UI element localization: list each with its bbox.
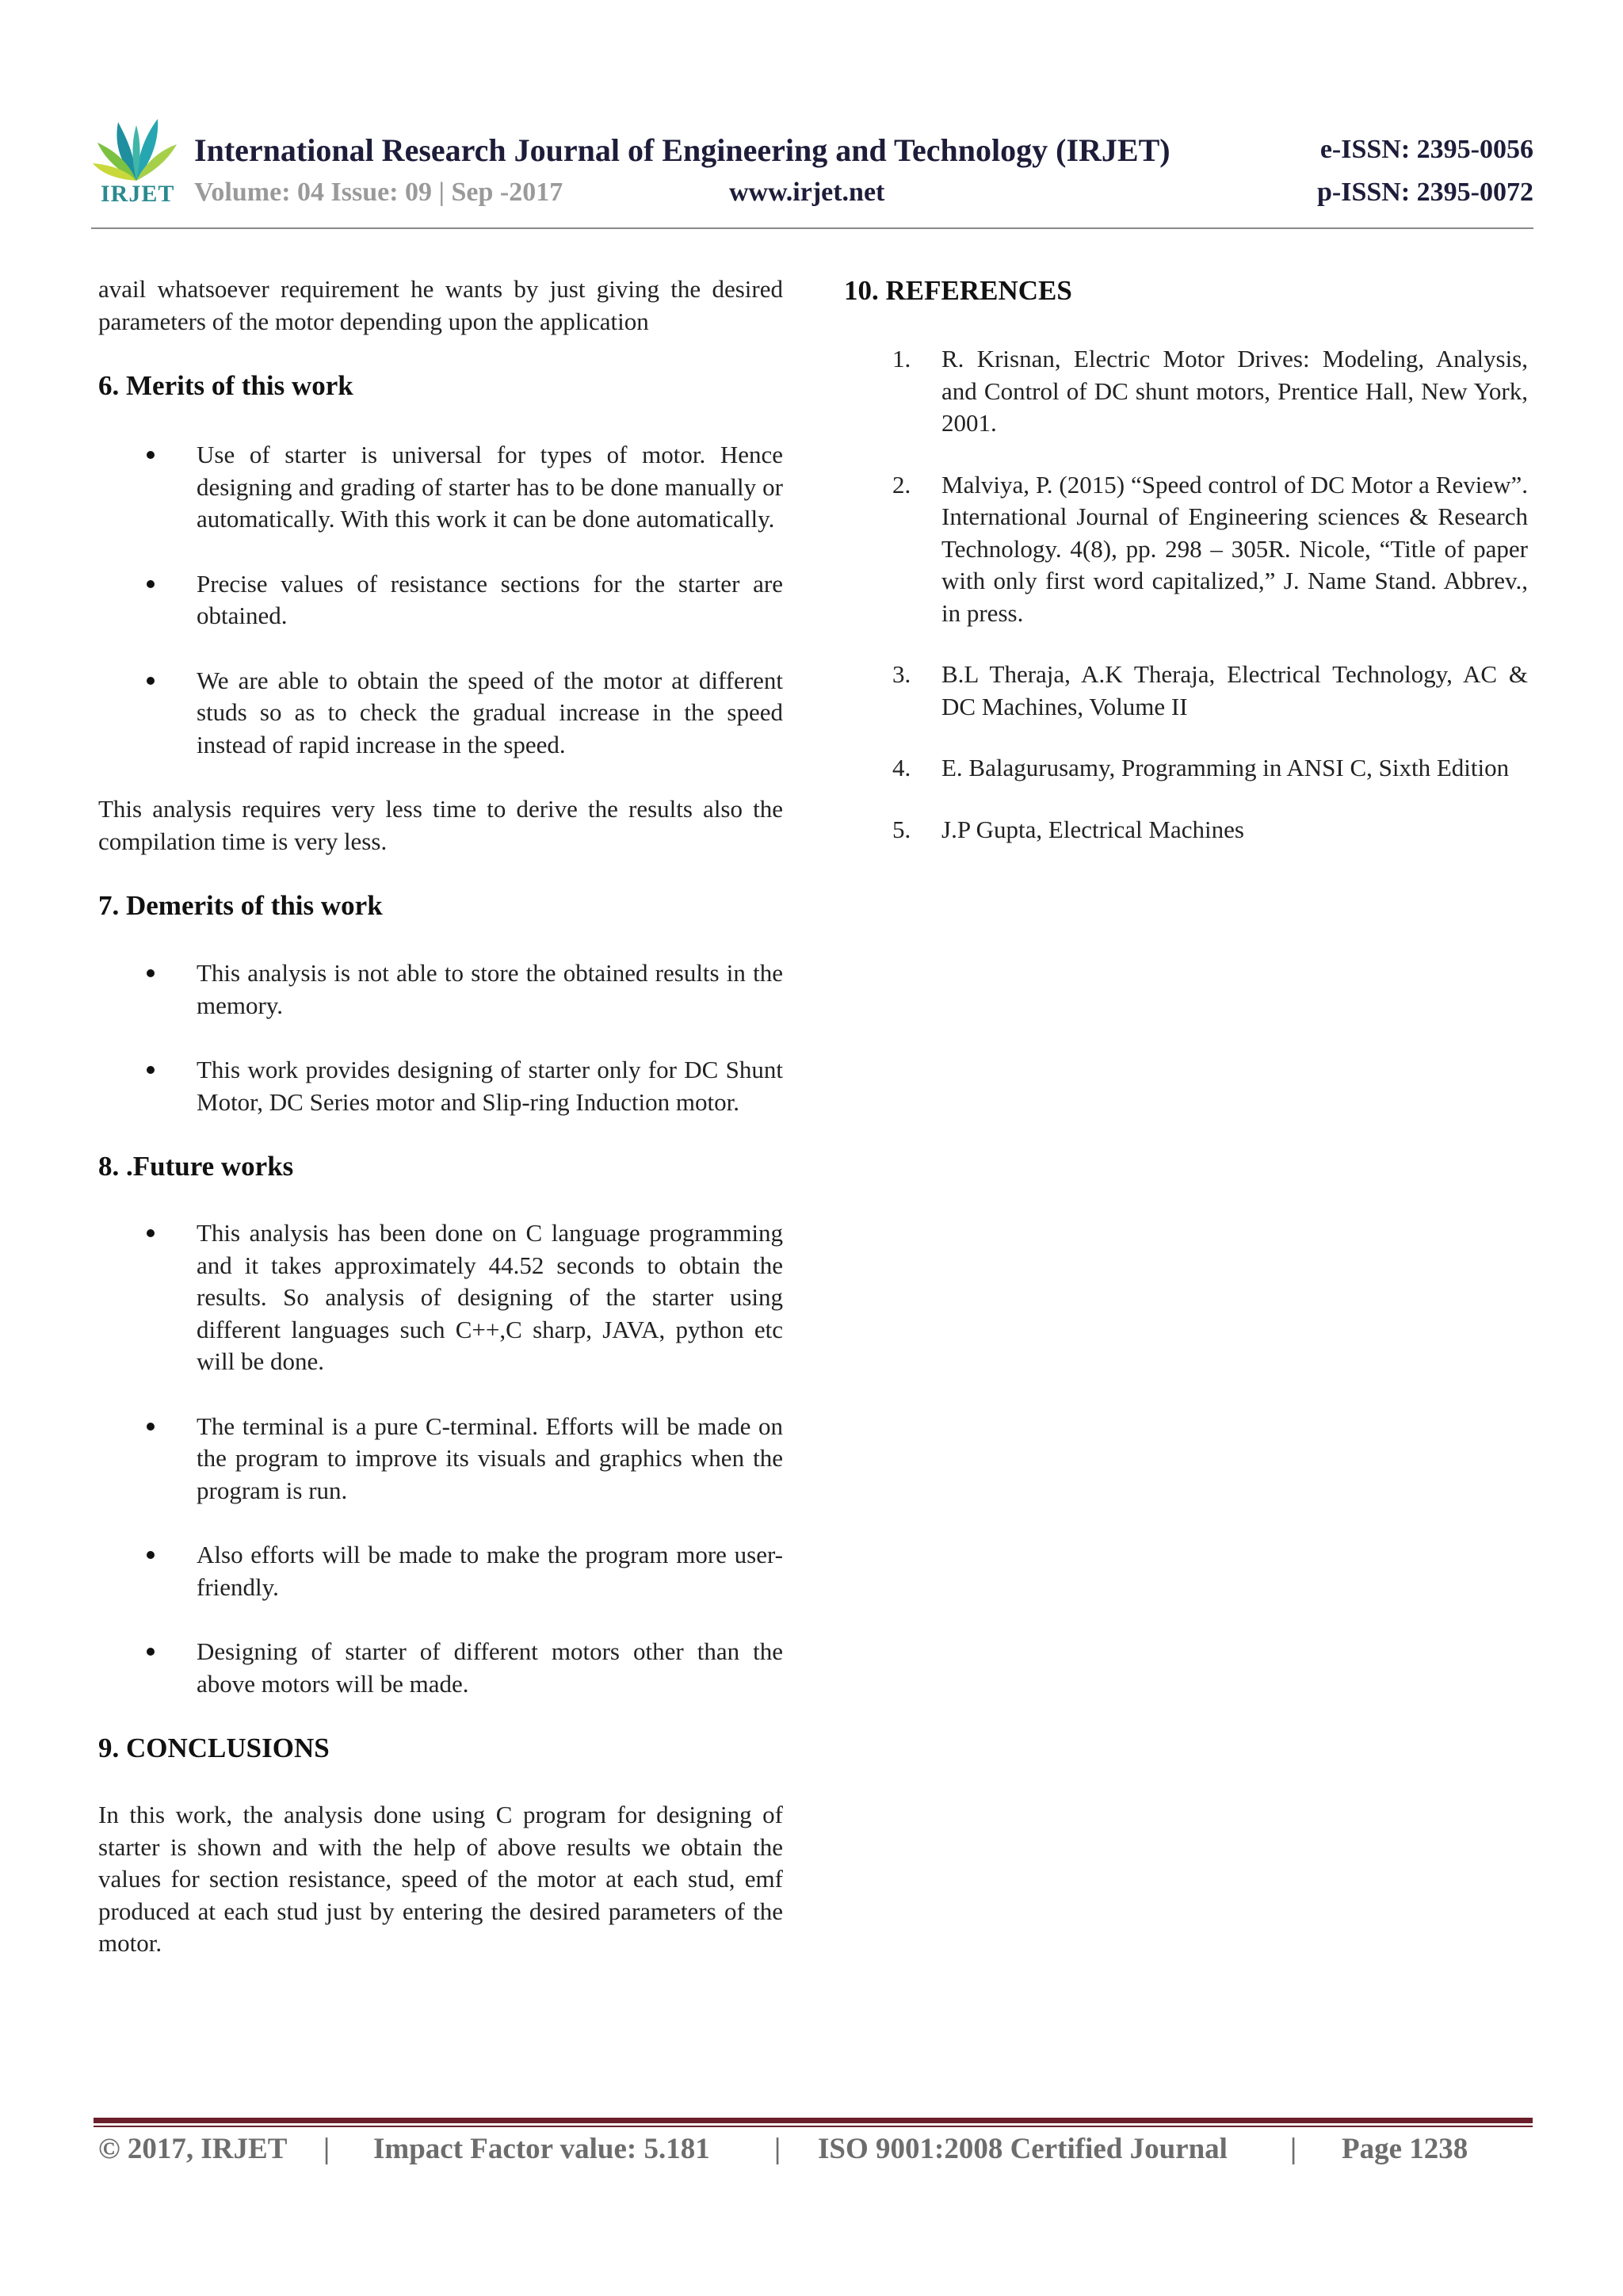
section-heading-future: 8. .Future works [98, 1151, 294, 1182]
reference-text: J.P Gupta, Electrical Machines [941, 815, 1244, 843]
list-item [98, 1217, 783, 1378]
reference-item [844, 343, 1528, 440]
list-item-text: We are able to obtain the speed of the motor at different studs so as to check the gradual increase in the speed instead of rapid increase in the speed. [197, 666, 783, 758]
bullet-icon [147, 1551, 155, 1559]
reference-item [844, 814, 1528, 846]
footer-page-number: Page 1238 [1342, 2133, 1468, 2165]
list-item [98, 1539, 783, 1603]
pissn: p-ISSN: 2395-0072 [1317, 178, 1533, 207]
list-item [98, 665, 783, 762]
list-item-text: Designing of starter of different motors other than the above motors will be made. [197, 1637, 783, 1698]
bullet-icon [147, 677, 155, 685]
reference-text: R. Krisnan, Electric Motor Drives: Modeling, Analysis, and Control of DC shunt motors, Prentice Hall, New York, 2001. [941, 345, 1528, 437]
left-column [98, 273, 783, 1960]
list-item-text: Precise values of resistance sections for the starter are obtained. [197, 569, 783, 629]
header-divider [91, 227, 1533, 229]
references-list [844, 343, 1528, 846]
reference-text: E. Balagurusamy, Programming in ANSI C, Sixth Edition [941, 754, 1510, 781]
bullet-icon [147, 1066, 155, 1074]
footer-separator: | [323, 2133, 330, 2165]
section-heading-conclusions: 9. CONCLUSIONS [98, 1733, 330, 1763]
eissn: e-ISSN: 2395-0056 [1319, 135, 1533, 164]
reference-number: 3. [892, 660, 911, 688]
reference-number: 5. [892, 815, 911, 843]
list-item [98, 568, 783, 632]
footer-iso: ISO 9001:2008 Certified Journal [818, 2133, 1228, 2165]
website-link[interactable]: www.irjet.net [729, 178, 885, 207]
journal-title: International Research Journal of Engineering and Technology (IRJET) [194, 132, 1170, 168]
volume-issue: Volume: 04 Issue: 09 | Sep -2017 [194, 178, 563, 207]
list-item-text: This work provides designing of starter only for DC Shunt Motor, DC Series motor and Slip-ring Induction motor. [197, 1056, 783, 1116]
merits-list [98, 439, 783, 761]
merits-summary: This analysis requires very less time to derive the results also the compilation time is very less. [98, 795, 783, 855]
footer-divider-thin [94, 2126, 1533, 2127]
reference-number: 1. [892, 345, 911, 372]
reference-number: 4. [892, 754, 911, 781]
reference-item [844, 659, 1528, 723]
bullet-icon [147, 969, 155, 977]
bullet-icon [147, 1648, 155, 1656]
future-list [98, 1217, 783, 1700]
bullet-icon [147, 580, 155, 588]
bullet-icon [147, 1423, 155, 1431]
list-item-text: This analysis is not able to store the obtained results in the memory. [197, 959, 783, 1019]
footer-separator: | [1290, 2133, 1297, 2165]
list-item-text: This analysis has been done on C language programming and it takes approximately 44.52 seconds to obtain the results. So analysis of designing of the starter using different languages such C++,C sharp, JAVA, python etc will be done. [197, 1219, 783, 1375]
list-item [98, 439, 783, 536]
list-item [98, 957, 783, 1022]
bullet-icon [147, 1229, 155, 1237]
list-item-text: The terminal is a pure C-terminal. Efforts will be made on the program to improve its visuals and graphics when the program is run. [197, 1412, 783, 1504]
bullet-icon [147, 451, 155, 459]
conclusions-paragraph: In this work, the analysis done using C program for designing of starter is shown and with the help of above results we obtain the values for section resistance, speed of the motor at each stud, emf produced at each stud just by entering the desired parameters of the motor. [98, 1801, 783, 1957]
list-item-text: Use of starter is universal for types of motor. Hence designing and grading of starter has to be done manually or automatically. With this work it can be done automatically. [197, 441, 783, 533]
right-column [844, 273, 1528, 846]
page-header [91, 111, 1533, 230]
logo-text: IRJET [101, 181, 175, 207]
reference-text: B.L Theraja, A.K Theraja, Electrical Technology, AC & DC Machines, Volume II [941, 660, 1528, 720]
demerits-list [98, 957, 783, 1118]
footer-impact-factor: Impact Factor value: 5.181 [373, 2133, 710, 2165]
section-heading-demerits: 7. Demerits of this work [98, 890, 383, 921]
reference-item [844, 752, 1528, 785]
section-heading-merits: 6. Merits of this work [98, 370, 353, 401]
irjet-logo [91, 111, 182, 218]
reference-text: Malviya, P. (2015) “Speed control of DC Motor a Review”. International Journal of Engineering sciences & Research Technology. 4(8), pp. 298 – 305R. Nicole, “Title of paper with only first word capitalized,” J. Name Stand. Abbrev., in press. [941, 470, 1528, 627]
intro-paragraph: avail whatsoever requirement he wants by just giving the desired parameters of the motor depending upon the application [98, 275, 783, 335]
list-item [98, 1636, 783, 1700]
footer-separator: | [774, 2133, 781, 2165]
list-item [98, 1411, 783, 1507]
footer-copyright: © 2017, IRJET [98, 2133, 288, 2165]
reference-number: 2. [892, 470, 911, 499]
reference-item [844, 469, 1528, 630]
list-item-text: Also efforts will be made to make the program more user-friendly. [197, 1541, 783, 1601]
section-heading-references: 10. REFERENCES [844, 275, 1072, 306]
list-item [98, 1054, 783, 1118]
footer-divider [94, 2118, 1533, 2123]
leaf-logo-icon [91, 111, 182, 186]
